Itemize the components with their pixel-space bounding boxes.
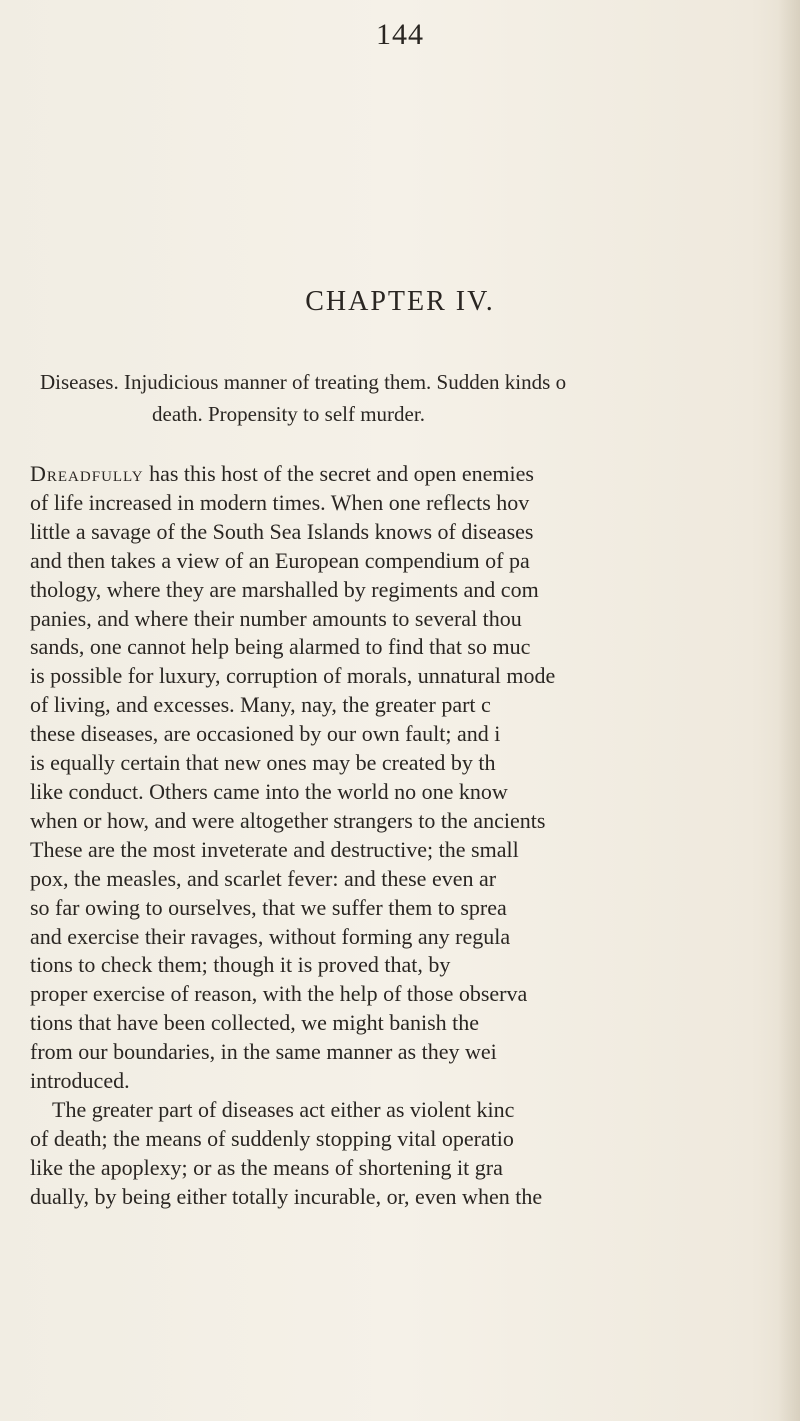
body-line: of life increased in modern times. When one reflects hov <box>30 489 530 515</box>
body-line: little a savage of the South Sea Islands knows of diseases <box>30 518 534 544</box>
chapter-title: CHAPTER IV. <box>305 286 495 317</box>
body-line: when or how, and were altogether strangers to the ancients <box>30 807 546 833</box>
body-line <box>30 460 800 489</box>
body-line: These are the most inveterate and destructive; the small <box>30 836 519 862</box>
body-line: these diseases, are occasioned by our own fault; and i <box>30 721 501 747</box>
body-line: of living, and excesses. Many, nay, the greater part c <box>30 692 491 718</box>
body-line: like conduct. Others came into the world no one know <box>30 778 508 804</box>
body-line: tions that have been collected, we might banish the <box>30 1010 480 1036</box>
body-line: of death; the means of suddenly stopping vital operatio <box>30 1125 514 1151</box>
body-line: panies, and where their number amounts to several thou <box>30 605 522 631</box>
body-line: pox, the measles, and scarlet fever: and these even ar <box>30 865 497 891</box>
body-line-rest: has this host of the secret and open enemies <box>143 461 534 486</box>
summary-line: Diseases. Injudicious manner of treating them. Sudden kinds o <box>40 370 567 394</box>
body-line: tions to check them; though it is proved that, by <box>30 952 451 978</box>
drop-lead-word: Dreadfully <box>30 461 144 486</box>
chapter-summary <box>40 366 800 430</box>
body-line: dually, by being either totally incurable, or, even when the <box>30 1183 543 1209</box>
chapter-body <box>30 460 800 1212</box>
page-number: 144 <box>376 18 424 51</box>
body-line: thology, where they are marshalled by regiments and com <box>30 576 539 602</box>
body-line: and exercise their ravages, without forming any regula <box>30 923 511 949</box>
body-line: so far owing to ourselves, that we suffer them to sprea <box>30 894 507 920</box>
body-line: The greater part of diseases act either as violent kinc <box>52 1096 515 1122</box>
body-line: is equally certain that new ones may be created by th <box>30 750 496 776</box>
body-line: like the apoplexy; or as the means of shortening it gra <box>30 1154 503 1180</box>
body-line: sands, one cannot help being alarmed to find that so muc <box>30 634 531 660</box>
body-line: proper exercise of reason, with the help of those observa <box>30 981 528 1007</box>
body-line: from our boundaries, in the same manner as they wei <box>30 1039 497 1065</box>
body-line: and then takes a view of an European compendium of pa <box>30 547 530 573</box>
body-line: is possible for luxury, corruption of morals, unnatural mode <box>30 663 556 689</box>
summary-line: death. Propensity to self murder. <box>152 402 425 426</box>
body-line: introduced. <box>30 1068 130 1094</box>
